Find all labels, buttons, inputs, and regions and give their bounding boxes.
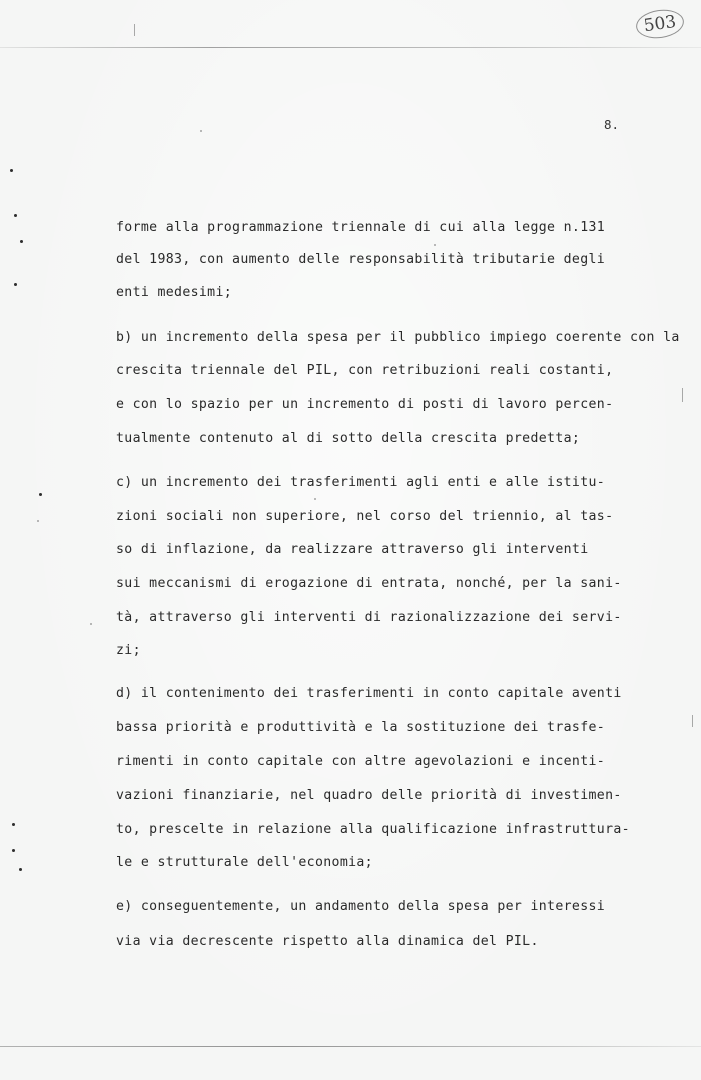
text-line: forme alla programmazione triennale di cui alla legge n.131 — [116, 220, 606, 235]
text-line: vazioni finanziarie, nel quadro delle priorità di investimen- — [116, 788, 622, 803]
text-line: via via decrescente rispetto alla dinamica del PIL. — [116, 934, 539, 949]
text-line: d) il contenimento dei trasferimenti in conto capitale aventi — [116, 686, 622, 701]
text-line: c) un incremento dei trasferimenti agli enti e alle istitu- — [116, 475, 606, 490]
scan-speck — [314, 498, 316, 500]
text-line: rimenti in conto capitale con altre agevolazioni e incenti- — [116, 754, 606, 769]
text-line: to, prescelte in relazione alla qualificazione infrastruttura- — [116, 822, 630, 837]
margin-dot — [10, 169, 13, 172]
scan-tick — [682, 388, 683, 402]
margin-dot — [14, 283, 17, 286]
text-line: b) un incremento della spesa per il pubblico impiego coerente con la — [116, 330, 680, 345]
text-line: enti medesimi; — [116, 285, 233, 300]
text-line: sui meccanismi di erogazione di entrata, nonché, per la sani- — [116, 576, 622, 591]
bottom-scan-rule — [0, 1046, 701, 1047]
scan-speck — [90, 623, 92, 625]
margin-dot — [12, 823, 15, 826]
scan-tick — [134, 24, 135, 36]
page-stamp: 503 — [634, 7, 685, 41]
margin-dot — [12, 849, 15, 852]
scan-speck — [37, 520, 39, 522]
scan-speck — [200, 130, 202, 132]
margin-dot — [39, 493, 42, 496]
text-line: zi; — [116, 643, 141, 658]
top-scan-rule — [0, 47, 701, 48]
text-line: tà, attraverso gli interventi di razionalizzazione dei servi- — [116, 610, 622, 625]
scan-speck — [434, 244, 436, 246]
text-line: e con lo spazio per un incremento di posti di lavoro percen- — [116, 397, 614, 412]
scan-tick — [692, 715, 693, 727]
page-number: 8. — [604, 117, 620, 132]
margin-dot — [14, 214, 17, 217]
text-line: tualmente contenuto al di sotto della crescita predetta; — [116, 431, 581, 446]
margin-dot — [20, 240, 23, 243]
text-line: crescita triennale del PIL, con retribuzioni reali costanti, — [116, 363, 614, 378]
text-line: bassa priorità e produttività e la sostituzione dei trasfe- — [116, 720, 606, 735]
text-line: so di inflazione, da realizzare attraverso gli interventi — [116, 542, 589, 557]
margin-dot — [19, 868, 22, 871]
text-line: e) conseguentemente, un andamento della spesa per interessi — [116, 899, 606, 914]
text-line: del 1983, con aumento delle responsabilità tributarie degli — [116, 252, 606, 267]
text-line: le e strutturale dell'economia; — [116, 855, 373, 870]
text-line: zioni sociali non superiore, nel corso del triennio, al tas- — [116, 509, 614, 524]
